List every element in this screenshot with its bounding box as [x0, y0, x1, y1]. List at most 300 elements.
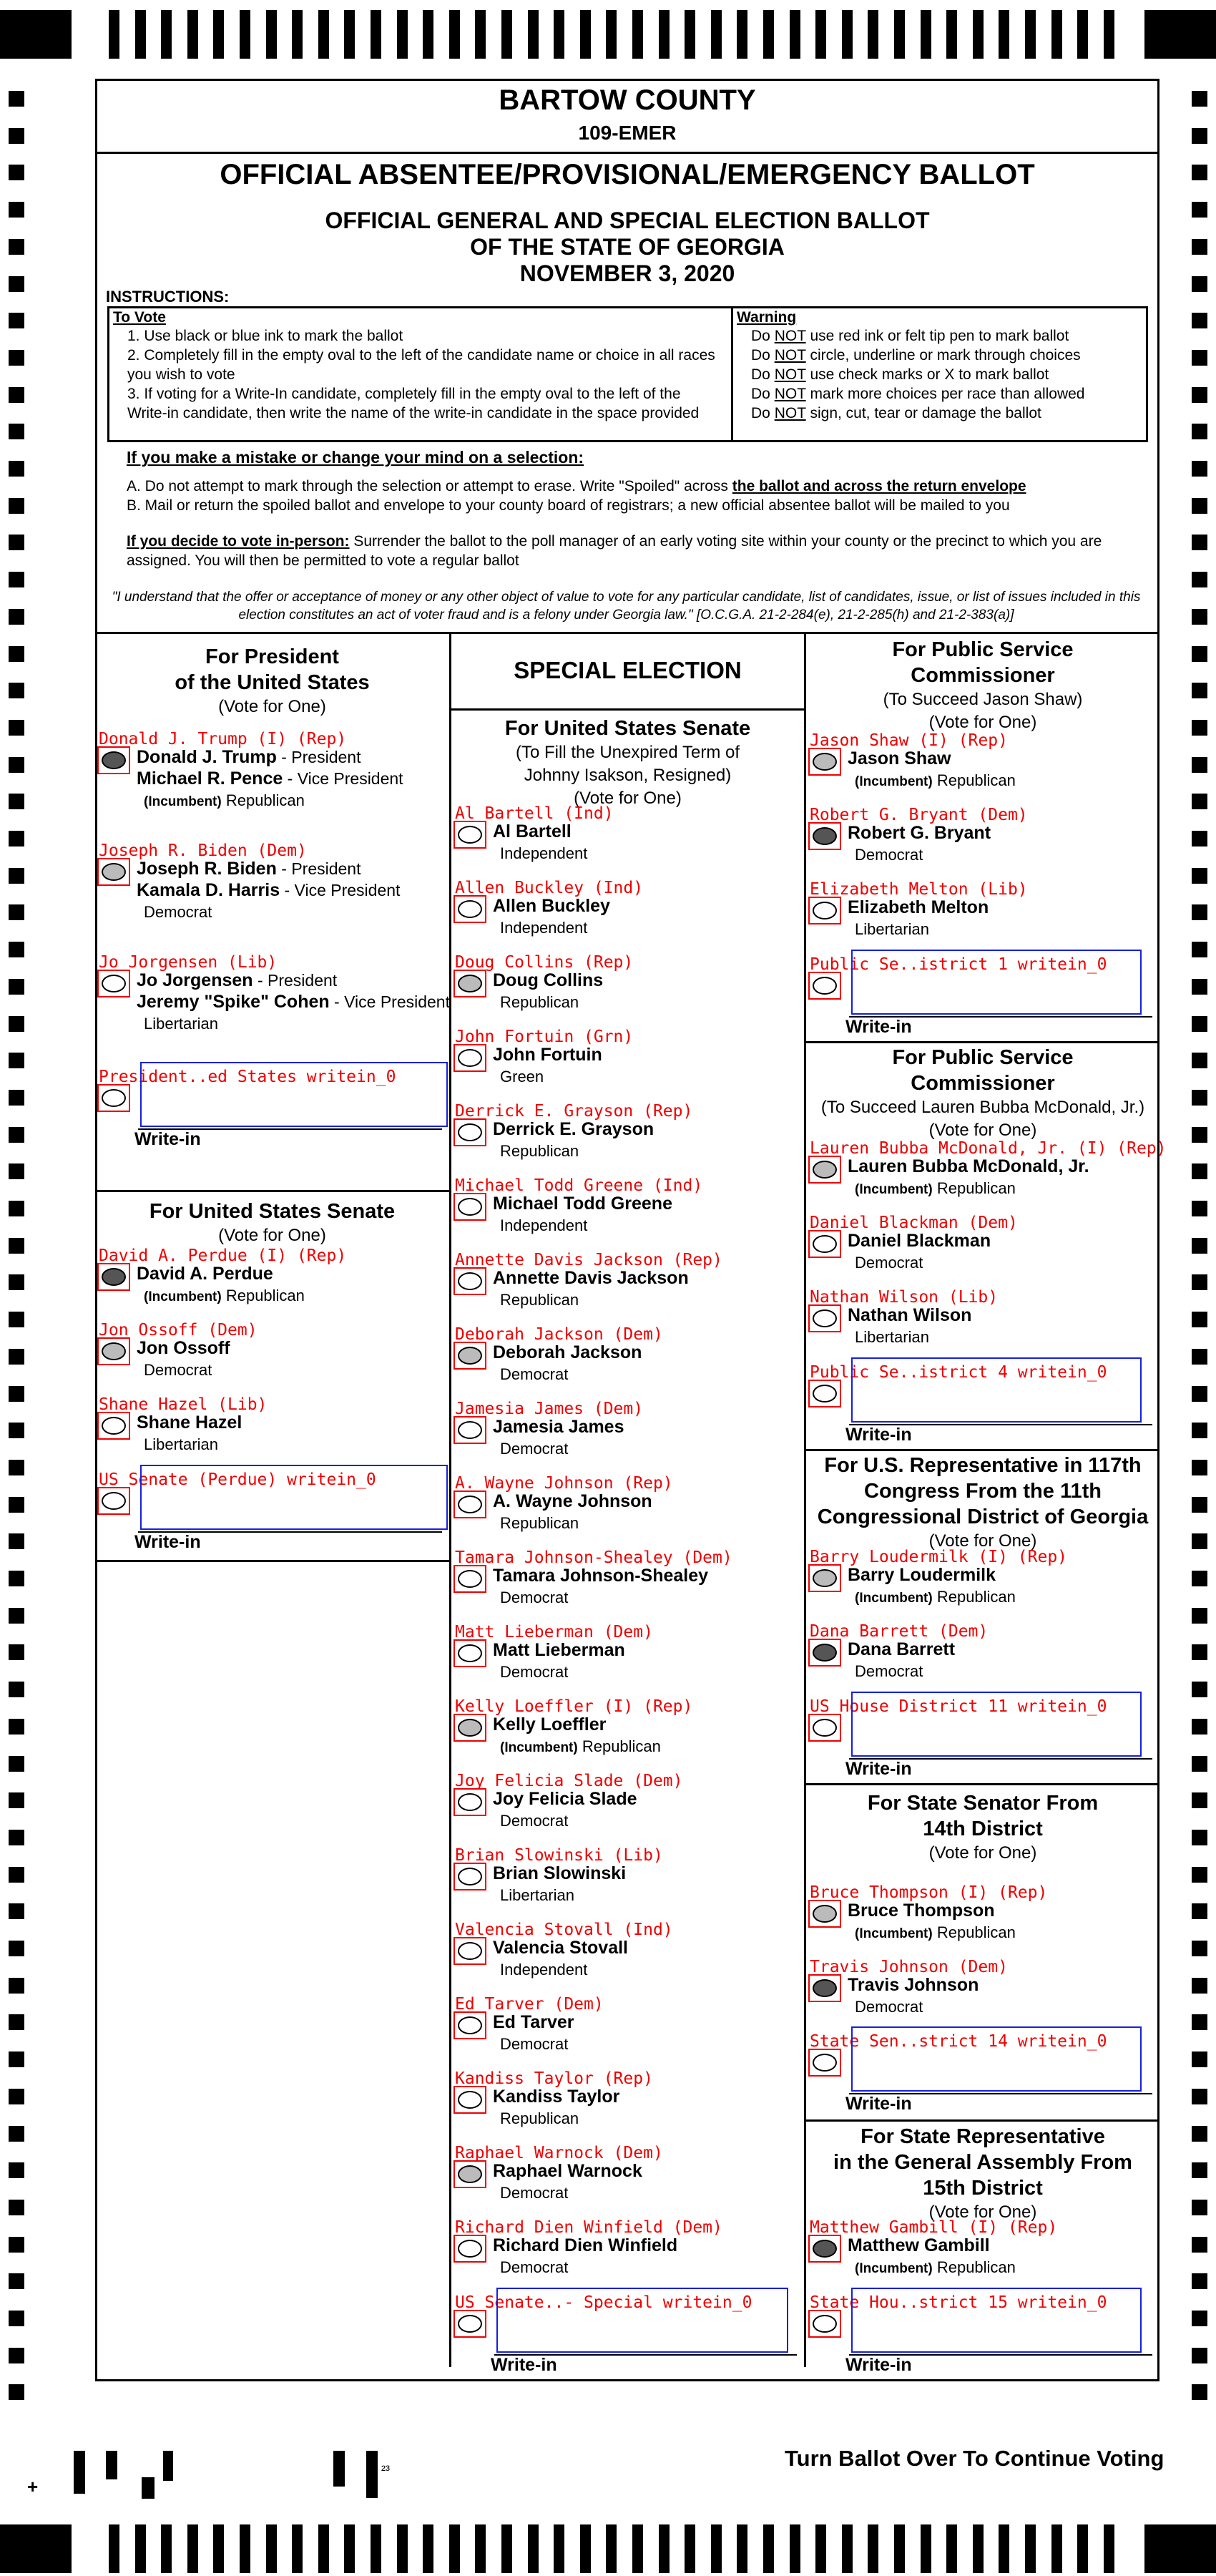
timing-mark	[1192, 646, 1207, 662]
writein-name-field[interactable]	[140, 1062, 448, 1127]
writein-name-field[interactable]	[851, 2288, 1142, 2353]
candidate-affiliation	[144, 903, 212, 922]
race-title: Commissioner	[911, 1072, 1055, 1095]
party-label: Libertarian	[500, 1886, 574, 1904]
timing-mark	[9, 2089, 24, 2104]
candidate-oval[interactable]	[813, 1979, 837, 1997]
timing-mark	[1192, 1016, 1207, 1032]
incumbent-tag: (Incumbent)	[855, 2261, 933, 2276]
timing-mark	[9, 2273, 24, 2289]
candidate-label: Joseph R. Biden (Dem)	[99, 841, 307, 860]
candidate-role: - President	[276, 748, 361, 766]
candidate-label: Valencia Stovall (Ind)	[455, 1921, 673, 1939]
running-mate-role: - Vice President	[283, 769, 403, 788]
timing-mark	[1051, 10, 1062, 59]
candidate-oval[interactable]	[102, 1417, 126, 1435]
timing-mark	[9, 1386, 24, 1402]
incumbent-tag: (Incumbent)	[855, 774, 933, 789]
timing-mark	[763, 10, 774, 59]
candidate-label: Lauren Bubba McDonald, Jr. (I) (Rep)	[810, 1139, 1167, 1158]
timing-mark	[240, 10, 250, 59]
writein-name-field[interactable]	[851, 950, 1142, 1015]
timing-mark	[1025, 2524, 1036, 2573]
candidate-oval[interactable]	[458, 1793, 482, 1811]
writein-name-field[interactable]	[140, 1465, 448, 1530]
timing-mark	[737, 10, 747, 59]
candidate-label: Daniel Blackman (Dem)	[810, 1214, 1018, 1232]
writein-oval[interactable]	[102, 1089, 126, 1107]
timing-mark	[371, 2524, 381, 2573]
timing-mark	[9, 2384, 24, 2400]
candidate-oval[interactable]	[813, 1905, 837, 1923]
candidate-oval[interactable]	[813, 753, 837, 771]
to-vote-step-2: 2. Completely fill in the empty oval to the left of the candidate name or choice in all races you wish to vote	[127, 347, 715, 383]
timing-mark	[9, 1201, 24, 1216]
party-label: Democrat	[144, 1361, 212, 1379]
timing-mark	[9, 424, 24, 439]
timing-mark	[397, 10, 408, 59]
timing-mark	[1192, 313, 1207, 328]
candidate-name: Raphael Warnock	[493, 2161, 642, 2181]
party-label: Democrat	[500, 1365, 569, 1383]
party-label: Republican	[500, 993, 579, 1011]
timing-mark	[1192, 572, 1207, 587]
candidate-oval[interactable]	[458, 900, 482, 918]
candidate-affiliation	[855, 1662, 923, 1681]
timing-mark	[1192, 1756, 1207, 1772]
candidate-oval[interactable]	[458, 1347, 482, 1365]
candidate-affiliation	[500, 1216, 587, 1235]
candidate-label: Deborah Jackson (Dem)	[455, 1325, 663, 1344]
race-divider	[806, 1783, 1159, 1785]
candidate-name: Valencia Stovall	[493, 1938, 628, 1958]
timing-mark	[528, 10, 539, 59]
timing-mark	[1192, 461, 1207, 477]
party-label: Republican	[500, 1142, 579, 1160]
party-label: Democrat	[855, 1998, 923, 2016]
in-person-heading: If you decide to vote in-person:	[127, 533, 350, 550]
timing-mark	[1192, 2384, 1207, 2400]
candidate-oval[interactable]	[813, 902, 837, 919]
race-title: For United States Senate	[504, 717, 751, 740]
candidate-name: Matthew Gambill	[848, 2235, 990, 2255]
candidate-oval[interactable]	[813, 1161, 837, 1179]
corner-mark	[0, 10, 72, 59]
race-subtitle: (To Fill the Unexpired Term of	[515, 743, 740, 762]
timing-mark	[606, 2524, 617, 2573]
mistake-a-emphasis: the ballot and across the return envelope	[732, 478, 1026, 494]
candidate-name: Jo Jorgensen	[137, 970, 253, 990]
candidate-oval[interactable]	[458, 1421, 482, 1439]
warning-heading: Warning	[737, 309, 797, 326]
timing-mark	[1192, 720, 1207, 736]
candidate-oval[interactable]	[458, 1719, 482, 1737]
timing-mark	[1192, 1792, 1207, 1808]
writein-caption: Write-in	[845, 1017, 912, 1037]
candidate-oval[interactable]	[102, 863, 126, 881]
in-person-text: Surrender the ballot to the poll manager of an early voting site within your county or the precinct to which you are assigned. You will then be permitted to vote a regular ballot	[127, 533, 1102, 569]
timing-mark	[1192, 1053, 1207, 1068]
candidate-affiliation	[500, 1440, 568, 1458]
timing-mark	[9, 868, 24, 884]
timing-mark	[1192, 868, 1207, 884]
candidate-label: Donald J. Trump (I) (Rep)	[99, 730, 347, 748]
timing-mark	[1192, 1386, 1207, 1402]
candidate-name: Matt Lieberman	[493, 1640, 625, 1660]
party-label: Republican	[500, 1291, 579, 1309]
timing-mark	[711, 2524, 722, 2573]
party-label: Republican	[221, 1287, 305, 1304]
candidate-line-1	[137, 747, 361, 768]
candidate-label: Dana Barrett (Dem)	[810, 1622, 989, 1641]
candidate-name: Nathan Wilson	[848, 1305, 972, 1325]
candidate-role: - President	[252, 971, 338, 990]
barcode-mark	[163, 2451, 173, 2481]
timing-mark	[475, 2524, 486, 2573]
candidate-oval[interactable]	[458, 1868, 482, 1885]
candidate-oval[interactable]	[458, 2165, 482, 2183]
timing-mark	[1192, 2126, 1207, 2142]
candidate-affiliation	[855, 1923, 1016, 1942]
candidate-oval[interactable]	[458, 1644, 482, 1662]
candidate-label: Bruce Thompson (I) (Rep)	[810, 1883, 1048, 1902]
candidate-label: A. Wayne Johnson (Rep)	[455, 1474, 673, 1493]
timing-mark	[1192, 1644, 1207, 1660]
incumbent-tag: (Incumbent)	[855, 1926, 933, 1941]
candidate-affiliation	[500, 2109, 579, 2128]
candidate-oval[interactable]	[458, 1049, 482, 1067]
timing-mark	[449, 2524, 460, 2573]
party-label: Libertarian	[144, 1435, 218, 1453]
candidate-label: Nathan Wilson (Lib)	[810, 1288, 999, 1307]
party-label: Democrat	[500, 1440, 569, 1458]
timing-mark	[1192, 1201, 1207, 1216]
candidate-oval[interactable]	[102, 751, 126, 769]
timing-mark	[9, 350, 24, 366]
warning-item: Do NOT use check marks or X to mark ballot	[751, 366, 1049, 383]
writein-oval[interactable]	[458, 2315, 482, 2333]
candidate-affiliation	[500, 1514, 579, 1533]
candidate-affiliation	[855, 920, 929, 939]
footer-code: ²³	[381, 2463, 390, 2477]
party-label: Democrat	[144, 903, 212, 921]
running-mate-name: Michael R. Pence	[137, 769, 283, 789]
timing-mark	[9, 1423, 24, 1438]
candidate-name: Daniel Blackman	[848, 1231, 991, 1251]
timing-mark	[9, 2311, 24, 2326]
race-subtitle: (Vote for One)	[928, 1121, 1037, 1140]
timing-mark	[9, 1867, 24, 1883]
writein-name-field[interactable]	[851, 2026, 1142, 2092]
timing-mark	[999, 2524, 1009, 2573]
candidate-oval[interactable]	[458, 2240, 482, 2258]
party-label: Democrat	[500, 1663, 569, 1681]
timing-mark	[501, 10, 512, 59]
race-title: in the General Assembly From	[833, 2151, 1132, 2174]
timing-mark	[9, 572, 24, 587]
party-label: Democrat	[500, 2035, 569, 2053]
barcode-mark	[333, 2451, 345, 2487]
timing-mark	[1192, 1460, 1207, 1475]
candidate-affiliation	[500, 1589, 568, 1607]
candidate-oval[interactable]	[813, 1235, 837, 1253]
candidate-affiliation	[500, 993, 579, 1012]
candidate-name: Kandiss Taylor	[493, 2087, 620, 2107]
timing-mark	[1192, 2089, 1207, 2104]
timing-mark	[1077, 2524, 1088, 2573]
candidate-label: Joy Felicia Slade (Dem)	[455, 1772, 683, 1790]
candidate-name: Donald J. Trump	[137, 747, 277, 767]
writein-caption: Write-in	[134, 1532, 201, 1552]
columns-top-divider	[95, 632, 1159, 634]
timing-mark	[292, 2524, 303, 2573]
candidate-name: Allen Buckley	[493, 896, 610, 916]
race-divider	[806, 1449, 1159, 1451]
timing-mark	[501, 2524, 512, 2573]
timing-mark	[9, 1978, 24, 1994]
candidate-affiliation	[500, 844, 587, 863]
writein-name-field[interactable]	[851, 1357, 1142, 1423]
timing-mark	[9, 1941, 24, 1956]
timing-mark	[763, 2524, 774, 2573]
candidate-label: Jon Ossoff (Dem)	[99, 1321, 258, 1340]
timing-mark	[1192, 1682, 1207, 1697]
corner-mark	[1144, 10, 1216, 59]
timing-mark	[9, 276, 24, 292]
candidate-name: Travis Johnson	[848, 1975, 979, 1995]
race-subtitle: (Vote for One)	[928, 1531, 1037, 1551]
race-subtitle: (Vote for One)	[928, 1843, 1037, 1863]
not-emphasis: NOT	[774, 366, 806, 383]
not-emphasis: NOT	[774, 405, 806, 421]
writein-name-field[interactable]	[851, 1692, 1142, 1757]
candidate-oval[interactable]	[458, 1570, 482, 1588]
writein-label: US Senate (Perdue) writein_0	[99, 1470, 376, 1489]
party-label: Democrat	[855, 1662, 923, 1680]
candidate-label: Kandiss Taylor (Rep)	[455, 2069, 653, 2088]
writein-caption: Write-in	[845, 1425, 912, 1445]
mistake-b: B. Mail or return the spoiled ballot and envelope to your county board of registrars; a new official absentee ballot will be mailed to you	[127, 497, 1010, 514]
timing-mark	[921, 2524, 931, 2573]
candidate-name: Jamesia James	[493, 1417, 624, 1437]
candidate-name: Ed Tarver	[493, 2012, 574, 2032]
timing-mark	[9, 202, 24, 218]
timing-mark	[554, 10, 564, 59]
writein-label: Public Se..istrict 1 writein_0	[810, 955, 1107, 974]
candidate-oval[interactable]	[102, 1342, 126, 1360]
timing-mark	[1192, 424, 1207, 439]
timing-mark	[9, 1644, 24, 1660]
timing-mark	[9, 904, 24, 920]
writein-oval[interactable]	[102, 1492, 126, 1510]
candidate-label: Al Bartell (Ind)	[455, 804, 614, 823]
timing-mark	[1104, 10, 1114, 59]
timing-mark	[9, 1053, 24, 1068]
writein-oval[interactable]	[813, 2054, 837, 2072]
race-subtitle: (To Succeed Lauren Bubba McDonald, Jr.)	[820, 1098, 1145, 1117]
candidate-name: Robert G. Bryant	[848, 823, 991, 843]
candidate-oval[interactable]	[458, 826, 482, 844]
race-title: For President	[205, 645, 339, 668]
candidate-affiliation	[500, 1365, 568, 1384]
timing-mark	[9, 2348, 24, 2363]
timing-mark	[9, 1497, 24, 1513]
candidate-label: Matt Lieberman (Dem)	[455, 1623, 653, 1641]
party-label: Republican	[500, 2109, 579, 2127]
corner-mark	[1144, 2524, 1216, 2573]
mistake-a-text: A. Do not attempt to mark through the selection or attempt to erase. Write "Spoiled" across	[127, 478, 732, 494]
timing-mark	[1192, 91, 1207, 107]
candidate-affiliation	[144, 1015, 218, 1033]
timing-mark	[9, 1274, 24, 1290]
candidate-label: Shane Hazel (Lib)	[99, 1395, 268, 1414]
candidate-oval[interactable]	[458, 2016, 482, 2034]
candidate-oval[interactable]	[102, 1268, 126, 1286]
candidate-name: Bruce Thompson	[848, 1901, 995, 1921]
timing-mark	[9, 1571, 24, 1586]
candidate-oval[interactable]	[458, 1942, 482, 1960]
timing-mark	[240, 2524, 250, 2573]
candidate-label: Michael Todd Greene (Ind)	[455, 1176, 703, 1195]
running-mate-role: - Vice President	[280, 881, 401, 899]
timing-mark	[1192, 2162, 1207, 2178]
candidate-oval[interactable]	[458, 1123, 482, 1141]
candidate-name: Barry Loudermilk	[848, 1565, 996, 1585]
timing-mark	[9, 91, 24, 107]
timing-mark	[9, 1090, 24, 1106]
header-divider	[95, 152, 1159, 154]
timing-mark	[1192, 1830, 1207, 1845]
candidate-oval[interactable]	[813, 1644, 837, 1662]
running-mate-name: Kamala D. Harris	[137, 880, 280, 900]
candidate-oval[interactable]	[813, 1309, 837, 1327]
party-label: Independent	[500, 1216, 588, 1234]
timing-mark	[292, 10, 303, 59]
candidate-name: Jason Shaw	[848, 748, 951, 769]
writein-label: President..ed States writein_0	[99, 1068, 396, 1086]
candidate-name: Jon Ossoff	[137, 1338, 230, 1358]
timing-mark	[9, 128, 24, 144]
candidate-label: Raphael Warnock (Dem)	[455, 2144, 663, 2162]
race-subtitle: (Vote for One)	[218, 697, 326, 716]
candidate-name: Brian Slowinski	[493, 1863, 627, 1883]
timing-mark	[1192, 1163, 1207, 1179]
writein-oval[interactable]	[813, 977, 837, 995]
running-mate-name: Jeremy "Spike" Cohen	[137, 992, 330, 1012]
timing-mark	[1192, 239, 1207, 255]
writein-name-field[interactable]	[496, 2288, 788, 2353]
candidate-label: Brian Slowinski (Lib)	[455, 1846, 663, 1865]
timing-mark	[9, 1238, 24, 1254]
timing-mark	[135, 2524, 146, 2573]
writein-label: State Hou..strict 15 writein_0	[810, 2293, 1107, 2312]
writein-label: State Sen..strict 14 writein_0	[810, 2032, 1107, 2051]
timing-mark	[9, 794, 24, 809]
timing-mark	[213, 2524, 224, 2573]
election-date: NOVEMBER 3, 2020	[519, 260, 735, 286]
candidate-oval[interactable]	[458, 975, 482, 992]
barcode-mark	[142, 2477, 155, 2499]
party-label: Republican	[932, 1588, 1016, 1606]
mistake-heading: If you make a mistake or change your mind on a selection:	[127, 448, 584, 467]
timing-mark	[946, 10, 957, 59]
candidate-oval[interactable]	[813, 827, 837, 845]
timing-mark	[109, 2524, 119, 2573]
candidate-oval[interactable]	[813, 2240, 837, 2258]
timing-mark	[973, 2524, 984, 2573]
candidate-oval[interactable]	[458, 2091, 482, 2109]
candidate-affiliation	[500, 1291, 579, 1309]
candidate-oval[interactable]	[813, 1569, 837, 1587]
timing-mark	[344, 10, 355, 59]
candidate-oval[interactable]	[458, 1198, 482, 1216]
barcode-mark	[106, 2451, 117, 2479]
to-vote-heading: To Vote	[113, 309, 166, 326]
timing-mark	[1192, 794, 1207, 809]
writein-oval[interactable]	[813, 1719, 837, 1737]
candidate-label: Richard Dien Winfield (Dem)	[455, 2218, 722, 2237]
candidate-oval[interactable]	[458, 1496, 482, 1513]
timing-mark	[632, 10, 643, 59]
candidate-name: Al Bartell	[493, 821, 572, 841]
ballot-subtitle-1: OFFICIAL GENERAL AND SPECIAL ELECTION BALLOT	[325, 208, 930, 233]
timing-mark	[9, 683, 24, 698]
candidate-oval[interactable]	[102, 975, 126, 992]
writein-oval[interactable]	[813, 2315, 837, 2333]
timing-mark	[1192, 128, 1207, 144]
timing-mark	[9, 1903, 24, 1919]
candidate-affiliation	[500, 2258, 568, 2277]
race-title: of the United States	[175, 671, 370, 694]
party-label: Libertarian	[855, 1328, 929, 1346]
timing-mark	[9, 2014, 24, 2030]
incumbent-tag: (Incumbent)	[144, 1289, 222, 1304]
candidate-oval[interactable]	[458, 1272, 482, 1290]
timing-mark	[9, 1756, 24, 1772]
candidate-label: Travis Johnson (Dem)	[810, 1958, 1008, 1976]
timing-mark	[475, 10, 486, 59]
race-divider	[95, 1190, 449, 1192]
party-label: Republican	[221, 791, 305, 809]
to-vote-step-3: 3. If voting for a Write-In candidate, completely fill in the empty oval to the left of the Write-in candidate, then write the name of the write-in candidate in the space provided	[127, 386, 700, 421]
candidate-name: Michael Todd Greene	[493, 1194, 672, 1214]
writein-label: US House District 11 writein_0	[810, 1697, 1107, 1716]
timing-mark	[9, 1460, 24, 1475]
writein-caption: Write-in	[845, 2094, 912, 2114]
timing-mark	[1192, 1274, 1207, 1290]
timing-mark	[790, 2524, 800, 2573]
party-label: Republican	[932, 2258, 1016, 2276]
timing-mark	[528, 2524, 539, 2573]
race-title: For State Senator From	[867, 1792, 1099, 1815]
incumbent-tag: (Incumbent)	[144, 794, 222, 809]
writein-oval[interactable]	[813, 1385, 837, 1402]
instructions-heading: INSTRUCTIONS:	[106, 288, 230, 306]
timing-mark	[1192, 1423, 1207, 1438]
candidate-affiliation	[500, 1886, 574, 1905]
timing-mark	[1192, 1571, 1207, 1586]
candidate-label: Annette Davis Jackson (Rep)	[455, 1251, 722, 1269]
instructions-divider	[731, 306, 733, 442]
timing-mark	[9, 646, 24, 662]
candidate-label: Kelly Loeffler (I) (Rep)	[455, 1697, 693, 1716]
candidate-affiliation	[144, 1287, 305, 1305]
party-label: Independent	[500, 1961, 588, 1979]
party-label: Democrat	[855, 1254, 923, 1272]
timing-mark	[632, 2524, 643, 2573]
timing-mark	[946, 2524, 957, 2573]
party-label: Democrat	[500, 2184, 569, 2202]
